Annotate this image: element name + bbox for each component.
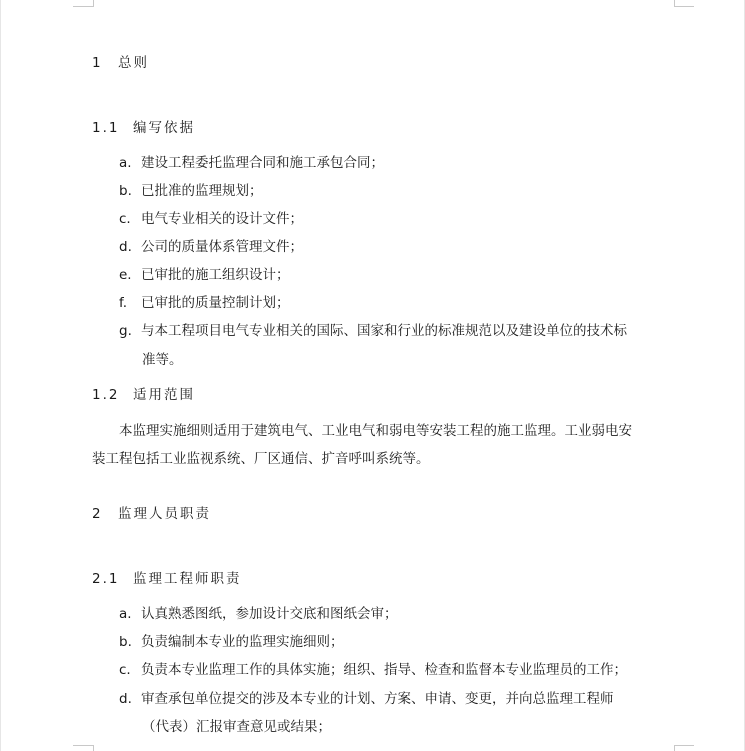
- crop-mark: [674, 0, 675, 7]
- section-number: 2.1: [92, 571, 120, 587]
- section-title: 总则: [118, 55, 149, 71]
- item-letter: e.: [119, 267, 132, 283]
- item-letter: b.: [119, 183, 132, 199]
- section-number: 1.1: [92, 120, 120, 136]
- item-text: 公司的质量体系管理文件；: [141, 239, 303, 255]
- item-text: 认真熟悉图纸，参加设计交底和图纸会审；: [141, 606, 398, 622]
- item-letter: c.: [119, 662, 131, 678]
- section-title: 适用范围: [133, 387, 195, 403]
- list-item: [119, 210, 303, 228]
- list-item: [119, 690, 614, 708]
- list-item-continuation: （代表）汇报审查意见或结果；: [142, 719, 331, 735]
- section-title: 监理人员职责: [118, 506, 211, 522]
- item-letter: a.: [119, 155, 132, 171]
- item-text: 审查承包单位提交的涉及本专业的计划、方案、申请、变更，并向总监理工程师: [141, 691, 614, 707]
- scope-paragraph-line-2: 装工程包括工业监视系统、厂区通信、扩音呼叫系统等。: [92, 451, 430, 467]
- item-text: 已批准的监理规划；: [141, 183, 263, 199]
- list-item: [119, 661, 627, 679]
- list-item: [119, 182, 263, 200]
- list-item: [119, 633, 344, 651]
- crop-mark: [73, 745, 93, 746]
- list-item: [119, 154, 384, 172]
- item-letter: g.: [119, 323, 132, 339]
- heading-section-1-2: [92, 386, 195, 404]
- list-item: [119, 266, 290, 284]
- item-text: 与本工程项目电气专业相关的国际、国家和行业的标准规范以及建设单位的技术标: [141, 323, 627, 339]
- list-item: [119, 294, 290, 312]
- item-letter: a.: [119, 606, 132, 622]
- section-number: 1.2: [92, 387, 120, 403]
- item-letter: c.: [119, 211, 131, 227]
- item-text: 电气专业相关的设计文件；: [141, 211, 303, 227]
- item-text: 已审批的质量控制计划；: [141, 295, 290, 311]
- item-text: 已审批的施工组织设计；: [141, 267, 290, 283]
- heading-section-2: [92, 505, 211, 523]
- list-item: [119, 238, 303, 256]
- crop-mark: [674, 745, 675, 751]
- heading-section-1-1: [92, 119, 195, 137]
- item-letter: f.: [119, 295, 128, 311]
- item-text: 负责本专业监理工作的具体实施；组织、指导、检查和监督本专业监理员的工作；: [141, 662, 627, 678]
- list-item: [119, 605, 398, 623]
- section-title: 监理工程师职责: [133, 571, 242, 587]
- crop-mark: [674, 745, 694, 746]
- section-number: 1: [92, 55, 101, 71]
- item-letter: b.: [119, 634, 132, 650]
- item-text: 负责编制本专业的监理实施细则；: [141, 634, 344, 650]
- crop-mark: [93, 0, 94, 7]
- item-letter: d.: [119, 239, 132, 255]
- section-number: 2: [92, 506, 101, 522]
- list-item-continuation: 准等。: [142, 352, 183, 368]
- item-text: 建设工程委托监理合同和施工承包合同；: [141, 155, 384, 171]
- crop-mark: [93, 745, 94, 751]
- list-item: [119, 322, 627, 340]
- crop-mark: [674, 6, 694, 7]
- heading-section-2-1: [92, 570, 242, 588]
- section-title: 编写依据: [133, 120, 195, 136]
- item-letter: d.: [119, 691, 132, 707]
- crop-mark: [73, 6, 93, 7]
- heading-section-1: [92, 54, 149, 72]
- scope-paragraph-line-1: 本监理实施细则适用于建筑电气、工业电气和弱电等安装工程的施工监理。工业弱电安: [119, 423, 632, 439]
